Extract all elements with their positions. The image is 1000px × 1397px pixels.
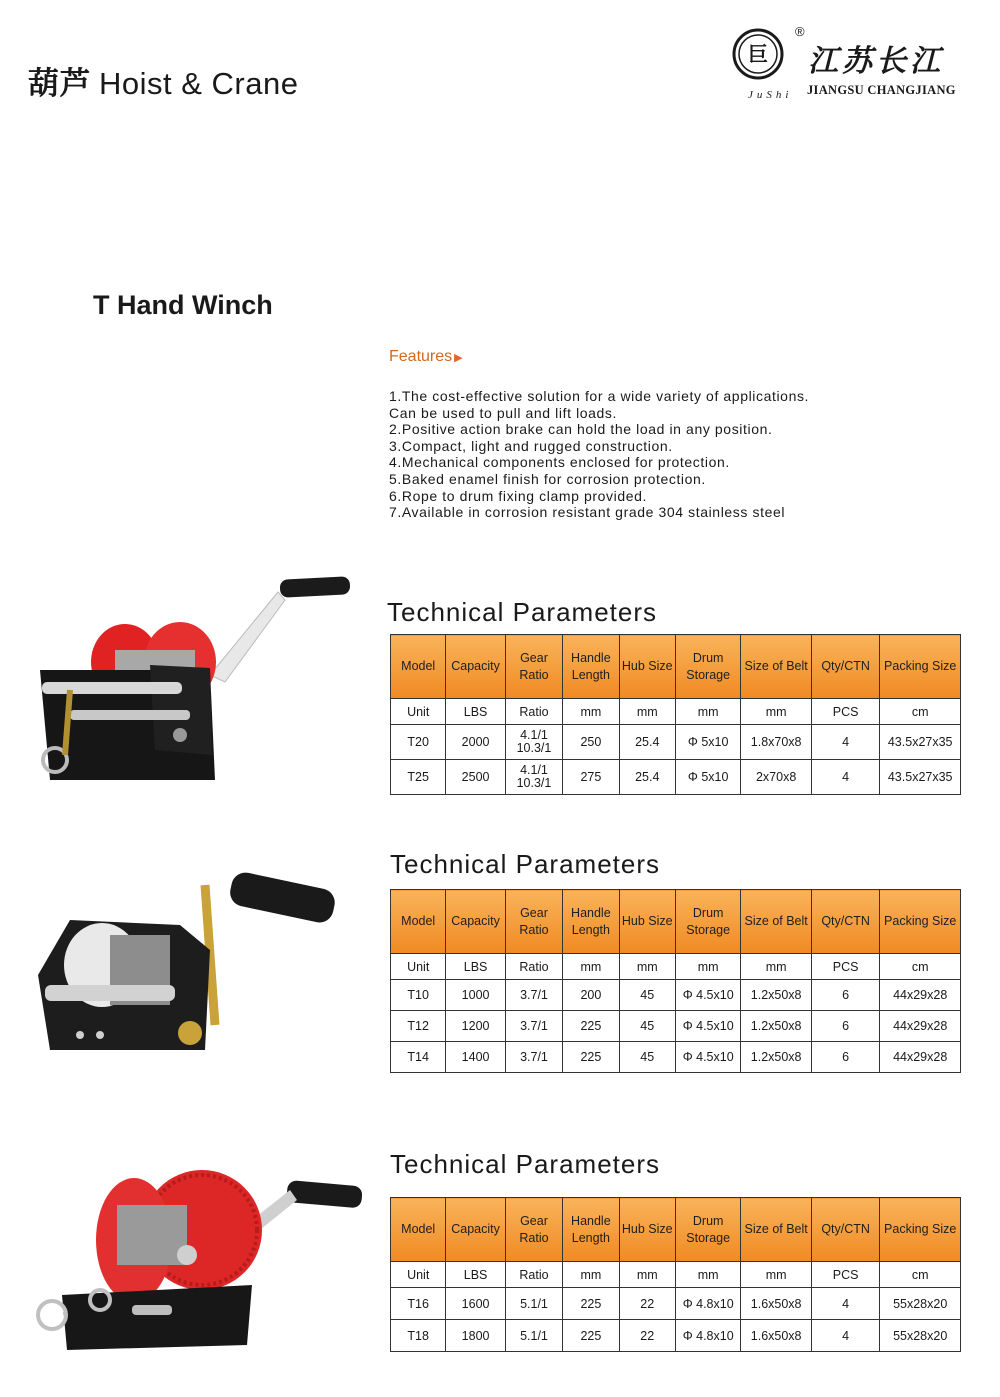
unit-cell: mm (619, 699, 675, 725)
feature-line: 6.Rope to drum fixing clamp provided. (389, 487, 647, 504)
table-row (391, 1320, 961, 1352)
table-cell: 44x29x28 (880, 1042, 961, 1073)
column-header: Handle Length (563, 635, 619, 699)
feature-line: 4.Mechanical components enclosed for protection. (389, 454, 730, 471)
table-header-row (391, 1198, 961, 1262)
column-header: Hub Size (619, 1198, 675, 1262)
table-row (391, 1288, 961, 1320)
column-header: Handle Length (563, 890, 619, 954)
unit-row (391, 699, 961, 725)
column-header: Handle Length (563, 1198, 619, 1262)
column-header: Drum Storage (675, 1198, 740, 1262)
table-cell: 225 (563, 1011, 619, 1042)
page-heading-en: Hoist & Crane (99, 66, 299, 101)
unit-cell: LBS (446, 954, 505, 980)
features-heading (389, 348, 463, 366)
column-header: Drum Storage (675, 890, 740, 954)
unit-cell: mm (675, 954, 740, 980)
unit-cell: Unit (391, 1262, 446, 1288)
unit-cell: mm (563, 954, 619, 980)
feature-line: 2.Positive action brake can hold the load in any position. (389, 421, 773, 438)
table-cell: 275 (563, 760, 619, 795)
table-cell: 3.7/1 (505, 1042, 562, 1073)
table-cell: T16 (391, 1288, 446, 1320)
column-header: Packing Size (880, 1198, 961, 1262)
table-cell: 1.8x70x8 (741, 725, 811, 760)
table-cell: Φ 4.8x10 (675, 1320, 740, 1352)
column-header: Size of Belt (741, 890, 811, 954)
table-cell: 1.2x50x8 (741, 980, 811, 1011)
table-cell: 4.1/1 10.3/1 (505, 725, 562, 760)
table-cell: 5.1/1 (505, 1320, 562, 1352)
table-cell: T25 (391, 760, 446, 795)
column-header: Size of Belt (741, 635, 811, 699)
unit-cell: mm (619, 954, 675, 980)
table-cell: 22 (619, 1288, 675, 1320)
table-cell: 4 (811, 1320, 879, 1352)
column-header: Capacity (446, 1198, 505, 1262)
table-cell: 43.5x27x35 (880, 760, 961, 795)
unit-cell: mm (741, 954, 811, 980)
column-header: Capacity (446, 890, 505, 954)
table-cell: 6 (811, 1042, 879, 1073)
technical-parameters-title: Technical Parameters (387, 597, 657, 627)
column-header: Model (391, 635, 446, 699)
table-header-row (391, 635, 961, 699)
table-header-row (391, 890, 961, 954)
table-cell: 225 (563, 1320, 619, 1352)
table-cell: T20 (391, 725, 446, 760)
table-cell: 25.4 (619, 760, 675, 795)
table-cell: 1.2x50x8 (741, 1011, 811, 1042)
unit-cell: mm (741, 1262, 811, 1288)
table-cell: 5.1/1 (505, 1288, 562, 1320)
svg-text:JuShi: JuShi (748, 89, 793, 101)
table-cell: Φ 4.5x10 (675, 980, 740, 1011)
technical-parameters-title: Technical Parameters (390, 1149, 660, 1179)
unit-cell: Ratio (505, 1262, 562, 1288)
table-cell: 4 (811, 760, 879, 795)
unit-cell: LBS (446, 699, 505, 725)
registered-mark: ® (795, 24, 805, 39)
table-cell: T14 (391, 1042, 446, 1073)
unit-cell: mm (563, 1262, 619, 1288)
column-header: Model (391, 890, 446, 954)
table-cell: 225 (563, 1288, 619, 1320)
table-cell: 6 (811, 1011, 879, 1042)
table-cell: 55x28x20 (880, 1320, 961, 1352)
table-cell: T12 (391, 1011, 446, 1042)
table-row (391, 1042, 961, 1073)
column-header: Capacity (446, 635, 505, 699)
table-row (391, 760, 961, 795)
feature-line: Can be used to pull and lift loads. (389, 404, 618, 421)
table-cell: 6 (811, 980, 879, 1011)
table-cell: 2000 (446, 725, 505, 760)
table-cell: 1400 (446, 1042, 505, 1073)
table-cell: 1.6x50x8 (741, 1320, 811, 1352)
features-list (389, 388, 809, 521)
features-heading-label: Features (389, 348, 453, 365)
technical-parameters-table (390, 634, 961, 795)
table-cell: 4.1/1 10.3/1 (505, 760, 562, 795)
feature-line: 1.The cost-effective solution for a wide variety of applications. (389, 388, 810, 404)
column-header: Drum Storage (675, 635, 740, 699)
table-cell: Φ 5x10 (675, 760, 740, 795)
column-header: Qty/CTN (811, 635, 879, 699)
column-header: Model (391, 1198, 446, 1262)
table-cell: 1000 (446, 980, 505, 1011)
unit-cell: cm (880, 954, 961, 980)
table-cell: 4 (811, 1288, 879, 1320)
table-row (391, 980, 961, 1011)
unit-cell: PCS (811, 954, 879, 980)
table-cell: T18 (391, 1320, 446, 1352)
table-cell: 45 (619, 1011, 675, 1042)
column-header: Size of Belt (741, 1198, 811, 1262)
unit-cell: mm (619, 1262, 675, 1288)
red-dual-drum-winch-image (30, 570, 360, 795)
column-header: Gear Ratio (505, 635, 562, 699)
svg-text:巨: 巨 (748, 42, 768, 66)
logo-chinese-name: 江苏长江 (808, 44, 944, 79)
table-cell: Φ 4.8x10 (675, 1288, 740, 1320)
table-cell: 3.7/1 (505, 980, 562, 1011)
table-cell: 1800 (446, 1320, 505, 1352)
table-cell: 45 (619, 980, 675, 1011)
unit-cell: Ratio (505, 699, 562, 725)
unit-cell: LBS (446, 1262, 505, 1288)
unit-cell: PCS (811, 699, 879, 725)
table-row (391, 1011, 961, 1042)
unit-row (391, 954, 961, 980)
unit-cell: mm (741, 699, 811, 725)
column-header: Gear Ratio (505, 890, 562, 954)
table-cell: Φ 4.5x10 (675, 1042, 740, 1073)
unit-cell: mm (675, 699, 740, 725)
table-cell: 1600 (446, 1288, 505, 1320)
table-cell: 44x29x28 (880, 980, 961, 1011)
unit-cell: mm (563, 699, 619, 725)
column-header: Hub Size (619, 635, 675, 699)
table-cell: 3.7/1 (505, 1011, 562, 1042)
table-cell: 43.5x27x35 (880, 725, 961, 760)
feature-line: 3.Compact, light and rugged construction. (389, 437, 673, 454)
unit-cell: mm (675, 1262, 740, 1288)
table-cell: 200 (563, 980, 619, 1011)
technical-parameters-title: Technical Parameters (390, 849, 660, 879)
red-gear-strap-winch-image (22, 1145, 367, 1360)
table-cell: 55x28x20 (880, 1288, 961, 1320)
column-header: Qty/CTN (811, 1198, 879, 1262)
table-cell: T10 (391, 980, 446, 1011)
table-cell: 250 (563, 725, 619, 760)
table-cell: Φ 4.5x10 (675, 1011, 740, 1042)
table-cell: Φ 5x10 (675, 725, 740, 760)
unit-cell: Ratio (505, 954, 562, 980)
table-cell: 1.2x50x8 (741, 1042, 811, 1073)
column-header: Packing Size (880, 635, 961, 699)
unit-row (391, 1262, 961, 1288)
triangle-right-icon: ▶ (454, 352, 463, 364)
table-cell: 22 (619, 1320, 675, 1352)
table-cell: 2x70x8 (741, 760, 811, 795)
table-cell: 25.4 (619, 725, 675, 760)
table-cell: 45 (619, 1042, 675, 1073)
logo-english-name: JIANGSU CHANGJIANG (807, 83, 956, 97)
column-header: Packing Size (880, 890, 961, 954)
black-strap-winch-image (30, 855, 340, 1065)
unit-cell: PCS (811, 1262, 879, 1288)
feature-line: 5.Baked enamel finish for corrosion protection. (389, 470, 706, 487)
table-cell: 4 (811, 725, 879, 760)
column-header: Qty/CTN (811, 890, 879, 954)
technical-parameters-table (390, 889, 961, 1073)
column-header: Gear Ratio (505, 1198, 562, 1262)
table-cell: 2500 (446, 760, 505, 795)
feature-line: 7.Available in corrosion resistant grade 304 stainless steel (389, 504, 786, 521)
unit-cell: cm (880, 1262, 961, 1288)
unit-cell: Unit (391, 954, 446, 980)
table-cell: 44x29x28 (880, 1011, 961, 1042)
table-cell: 1200 (446, 1011, 505, 1042)
table-cell: 1.6x50x8 (741, 1288, 811, 1320)
unit-cell: Unit (391, 699, 446, 725)
table-cell: 225 (563, 1042, 619, 1073)
unit-cell: cm (880, 699, 961, 725)
technical-parameters-table (390, 1197, 961, 1352)
page-heading-cn: 葫芦 (28, 66, 91, 102)
column-header: Hub Size (619, 890, 675, 954)
page-heading (28, 58, 298, 103)
product-title: T Hand Winch (93, 290, 273, 320)
table-row (391, 725, 961, 760)
